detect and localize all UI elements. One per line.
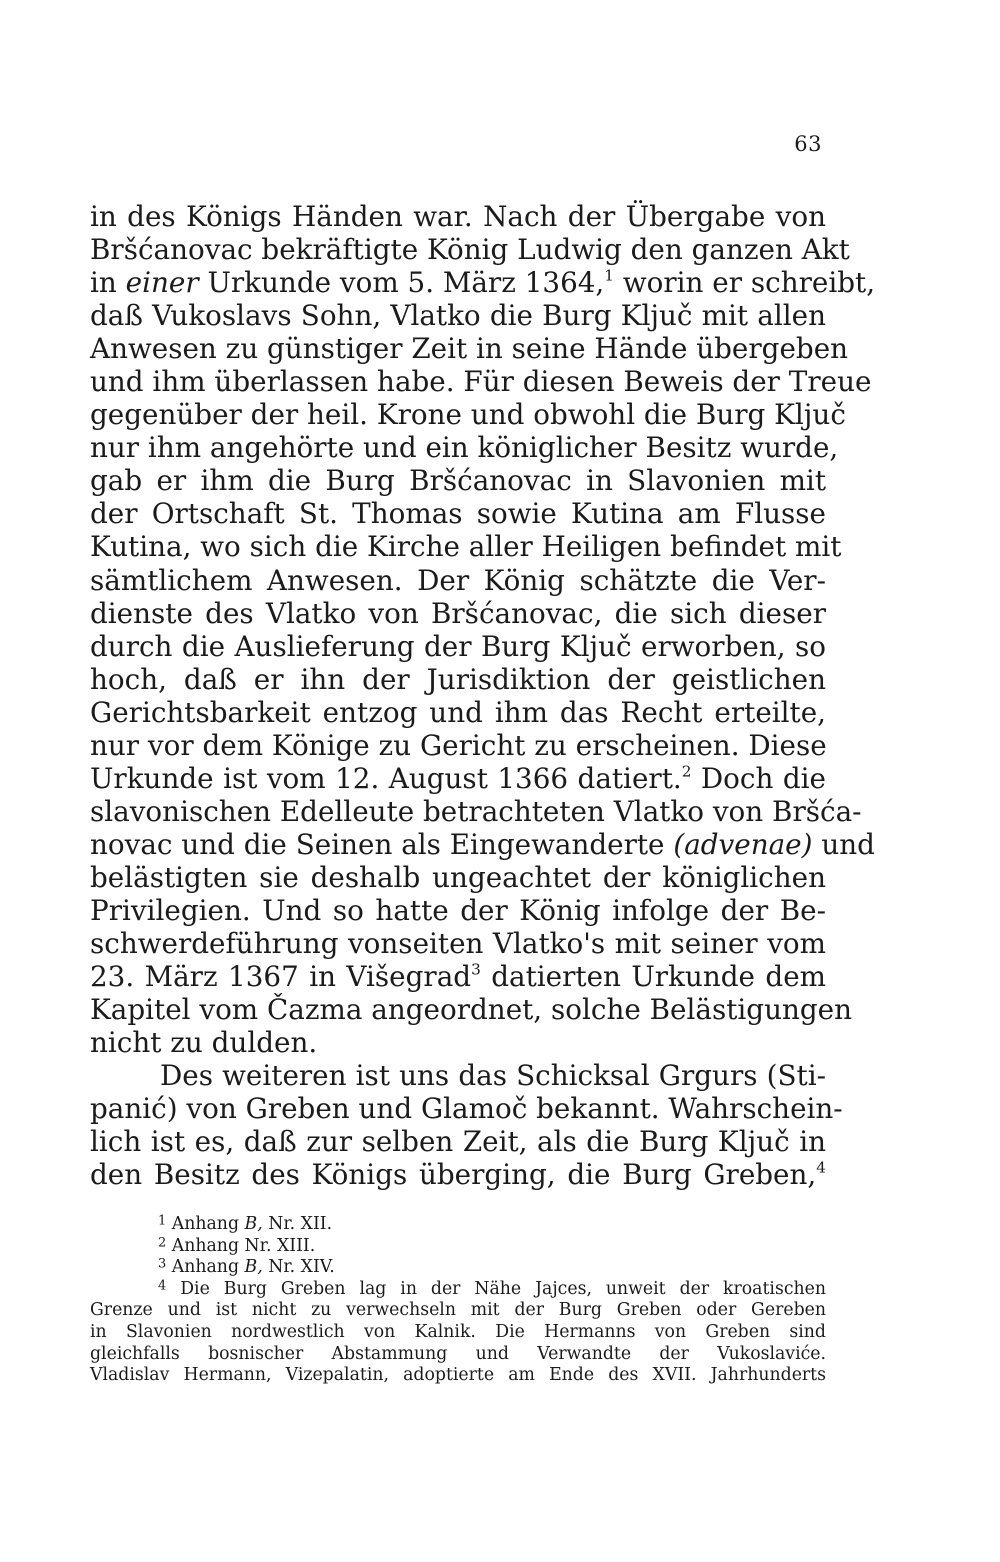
text-line: schwerdeführung vonseiten Vlatko's mit seiner vom: [90, 927, 826, 961]
footnote: $^3$ Anhang B, Nr. XIV.: [158, 1256, 335, 1278]
text-line: durch die Auslieferung der Burg Ključ erworben, so: [90, 629, 826, 663]
text-line: Privilegien. Und so hatte der König infolge der Be-: [90, 893, 826, 927]
text-line: nur vor dem Könige zu Gericht zu erscheinen. Diese: [90, 728, 827, 762]
footnote: $^2$ Anhang Nr. XIII.: [158, 1235, 316, 1256]
text-line: daß Vukoslavs Sohn, Vlatko die Burg Ključ mit allen: [90, 299, 826, 333]
footnote-mark: 2: [158, 1235, 167, 1251]
footnote-line: Vladislav Hermann, Vizepalatin, adoptierte am Ende des XVII. Jahrhunderts: [90, 1365, 826, 1386]
text-line: Gerichtsbarkeit entzog und ihm das Recht erteilte,: [90, 695, 826, 729]
text-line: panić) von Greben und Glamoč bekannt. Wahrschein-: [90, 1092, 843, 1126]
emphasis: einer: [125, 266, 199, 300]
footnote-line: Grenze und ist nicht zu verwechseln mit der Burg Greben oder Gereben: [90, 1300, 826, 1321]
page-number: 63: [794, 132, 822, 156]
text-line: novac und die Seinen als Eingewanderte (advenae) und: [90, 827, 875, 861]
text-line: Des weiteren ist uns das Schicksal Grgurs (Sti-: [160, 1059, 826, 1093]
footnote: $^1$ Anhang B, Nr. XII.: [158, 1213, 333, 1234]
footnote-mark: 4: [158, 1278, 167, 1294]
text-line: gegenüber der heil. Krone und obwohl die Burg Ključ: [90, 398, 846, 432]
text-line: nur ihm angehörte und ein königlicher Besitz wurde,: [90, 431, 839, 465]
text-line: 23. März 1367 in Višegrad$^3$ datierten Urkunde dem: [90, 960, 826, 994]
footnote-mark: 1: [158, 1213, 167, 1229]
footnote-line: in Slavonien nordwestlich von Kalnik. Die Hermanns von Greben sind: [90, 1321, 826, 1342]
text-line: in einer Urkunde vom 5. März 1364,$^1$ worin er schreibt,: [90, 266, 876, 300]
text-line: nicht zu dulden.: [90, 1026, 318, 1060]
footnote-ref: 4: [816, 1158, 826, 1177]
footnote-ref: 2: [681, 762, 692, 781]
text-line: hoch, daß er ihn der Jurisdiktion der geistlichen: [90, 662, 826, 696]
body-text: [90, 200, 876, 1192]
footnote: $^4$ Die Burg Greben lag in der Nähe Jajces, unweit der kroatischen: [158, 1278, 826, 1299]
text-line: Kutina, wo sich die Kirche aller Heiligen befindet mit: [90, 530, 842, 564]
text-line: lich ist es, daß zur selben Zeit, als die Burg Ključ in: [90, 1125, 826, 1159]
emphasis: (advenae): [673, 827, 813, 861]
text-line: belästigten sie deshalb ungeachtet der königlichen: [90, 860, 826, 894]
footnote-line: gleichfalls bosnischer Abstammung und Verwandte der Vukoslavićе.: [90, 1343, 826, 1364]
text-line: sämtlichem Anwesen. Der König schätzte die Ver-: [90, 563, 826, 597]
text-line: gab er ihm die Burg Bršćanovac in Slavonien mit: [90, 464, 826, 498]
text-line: Urkunde ist vom 12. August 1366 datiert.$^2$ Doch die: [90, 761, 826, 795]
text-line: Anwesen zu günstiger Zeit in seine Hände übergeben: [90, 332, 849, 366]
text-line: den Besitz des Königs überging, die Burg Greben,$^4$: [90, 1158, 826, 1192]
footnote-mark: 3: [158, 1256, 167, 1272]
text-line: der Ortschaft St. Thomas sowie Kutina am Flusse: [90, 497, 826, 531]
footnote-ref: 3: [471, 960, 481, 979]
footnote-ref: 1: [604, 266, 615, 285]
text-line: slavonischen Edelleute betrachteten Vlatko von Bršća-: [90, 794, 862, 828]
text-line: in des Königs Händen war. Nach der Übergabe von: [90, 200, 826, 233]
text-line: und ihm überlassen habe. Für diesen Beweis der Treue: [90, 365, 872, 399]
footnotes: [90, 1214, 826, 1387]
text-line: dienste des Vlatko von Bršćanovac, die sich dieser: [90, 596, 826, 630]
text-line: Bršćanovac bekräftigte König Ludwig den ganzen Akt: [90, 233, 850, 267]
text-line: Kapitel vom Čazma angeordnet, solche Belästigungen: [90, 993, 853, 1027]
